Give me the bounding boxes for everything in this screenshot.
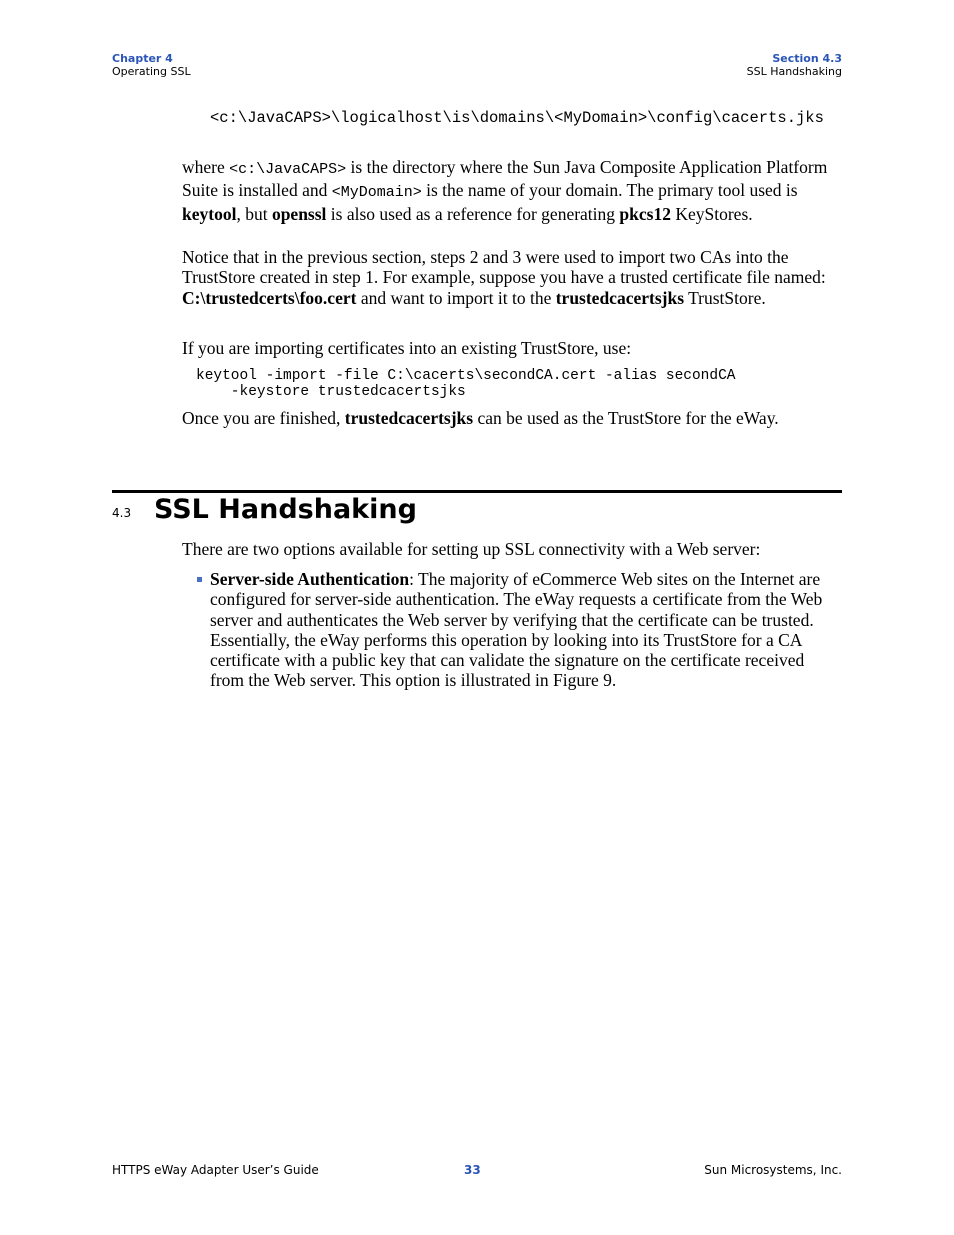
- paragraph-finished: [182, 408, 842, 428]
- bold-term: trustedcacertsjks: [555, 287, 685, 308]
- text: , but: [236, 203, 272, 224]
- text: where: [182, 157, 230, 177]
- paragraph-notice: [182, 247, 842, 308]
- code-path: <c:\JavaCAPS>\logicalhost\is\domains\<MyDomain>\config\cacerts.jks: [210, 109, 824, 127]
- section-heading: SSL Handshaking: [154, 494, 417, 525]
- bullet-description: : The majority of eCommerce Web sites on the Internet are configured for server-side authentication. The eWay requests a certificate from the Web server and authenticates the Web server by verifying that the certificate can be trusted. Essentially, the eWay performs this operation by looking into its TrustStore for a CA certificate with a public key that can validate the signature on the certificate received from the Web server. This option is illustrated in Figure 9.: [210, 569, 823, 691]
- text: is also used as a reference for generating: [326, 203, 620, 224]
- bold-term: trustedcacertsjks: [344, 408, 474, 428]
- text: Once you are finished,: [182, 408, 345, 428]
- code-inline: <MyDomain>: [331, 184, 422, 202]
- text: can be used as the TrustStore for the eWay.: [473, 408, 779, 428]
- chapter-label: Chapter 4: [112, 52, 173, 65]
- code-inline: <c:\JavaCAPS>: [229, 161, 347, 178]
- bold-term: keytool: [182, 203, 237, 224]
- page-number: 33: [464, 1163, 481, 1177]
- paragraph-where: [182, 157, 842, 224]
- bullet-term: Server-side Authentication: [210, 569, 410, 589]
- code-command: keytool -import -file C:\cacerts\secondCA.cert -alias secondCA -keystore trustedcacertsjks: [196, 368, 736, 400]
- section-intro: There are two options available for setting up SSL connectivity with a Web server:: [182, 539, 761, 559]
- bold-term: C:\trustedcerts\foo.cert: [182, 287, 357, 308]
- bold-term: pkcs12: [619, 203, 671, 224]
- bold-term: openssl: [271, 203, 327, 224]
- running-header-right: [747, 52, 842, 78]
- section-header-title: SSL Handshaking: [746, 65, 842, 78]
- footer-company: Sun Microsystems, Inc.: [704, 1163, 842, 1177]
- section-label: Section 4.3: [772, 52, 842, 65]
- running-header-left: [112, 52, 191, 78]
- chapter-title: Operating SSL: [112, 65, 191, 78]
- section-number: 4.3: [112, 506, 132, 520]
- footer-guide-title: HTTPS eWay Adapter User’s Guide: [112, 1163, 319, 1177]
- paragraph-importing: If you are importing certificates into an existing TrustStore, use:: [182, 338, 632, 358]
- text: KeyStores.: [670, 203, 753, 224]
- text: TrustStore.: [684, 287, 766, 308]
- text: is the directory where the Sun Java Composite Application Platform Suite is installed and: [182, 157, 828, 201]
- bullet-item: [210, 569, 842, 691]
- text: Notice that in the previous section, steps 2 and 3 were used to import two CAs into the TrustStore created in step 1. For example, suppose you have a trusted certificate file named:: [182, 247, 826, 288]
- text: and want to import it to the: [356, 287, 556, 308]
- text: is the name of your domain. The primary tool used is: [421, 180, 798, 201]
- bullet-square-icon: [197, 577, 202, 582]
